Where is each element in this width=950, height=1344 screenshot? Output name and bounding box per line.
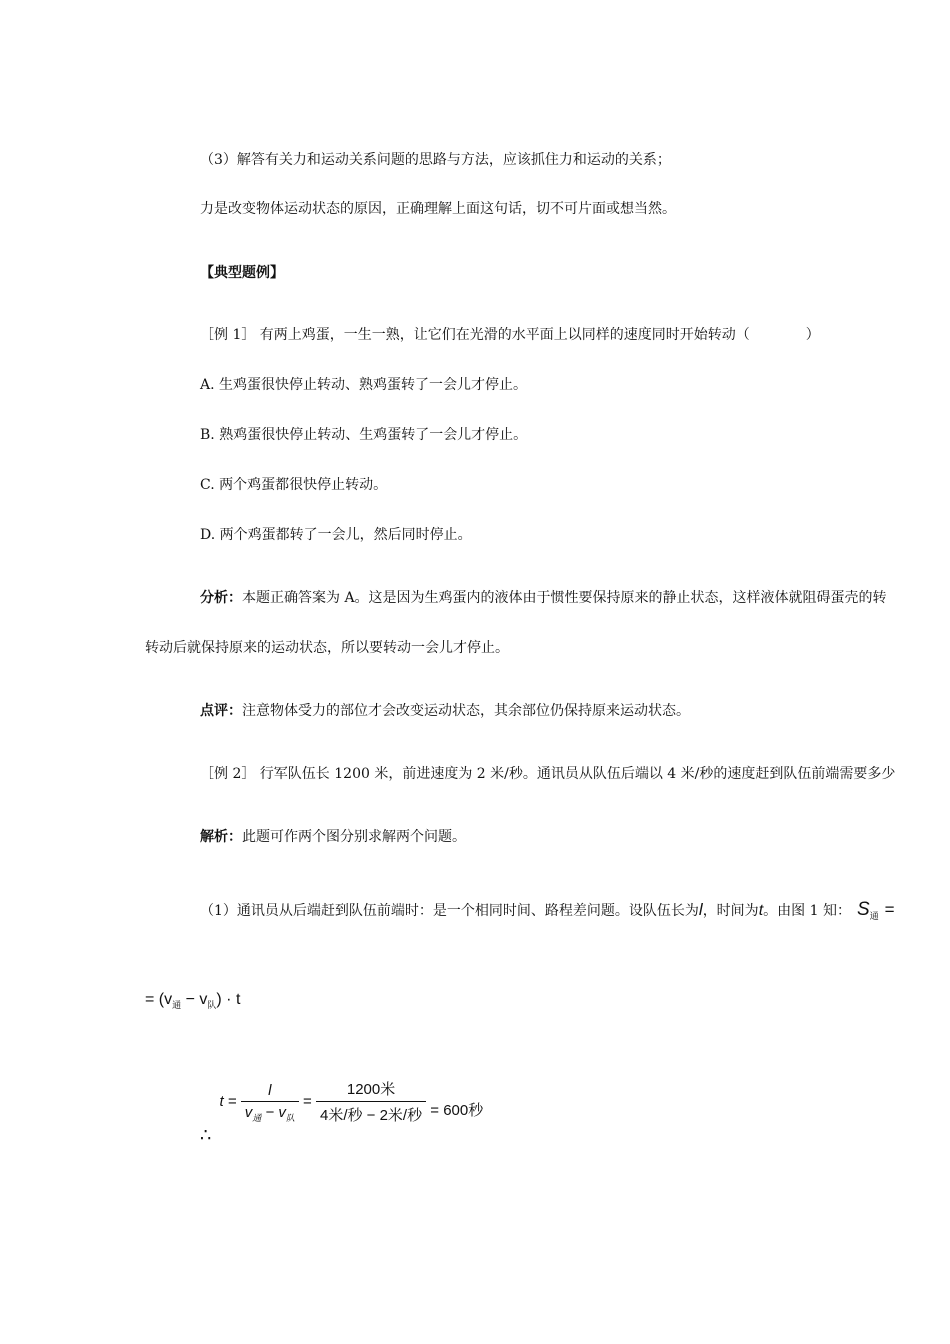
comment-paragraph bbox=[200, 701, 690, 721]
time-equation bbox=[200, 1078, 484, 1146]
example-1-stem: ［例 1］ 有两上鸡蛋，一生一熟，让它们在光滑的水平面上以同样的速度同时开始转动（ ） bbox=[200, 327, 820, 343]
den-sub-1: 通 bbox=[252, 1113, 262, 1123]
subscript-tong: 通 bbox=[869, 911, 879, 921]
option-c: C. 两个鸡蛋都很快停止转动。 bbox=[200, 477, 388, 493]
den-sub-2: 队 bbox=[285, 1113, 295, 1123]
fraction-2-numerator: 1200米 bbox=[346, 1081, 396, 1098]
comment-label: 点评： bbox=[200, 703, 242, 719]
paragraph-force: 力是改变物体运动状态的原因，正确理解上面这句话，切不可片面或想当然。 bbox=[200, 201, 676, 217]
paragraph-3: （3）解答有关力和运动关系问题的思路与方法，应该抓住力和运动的关系； bbox=[200, 152, 671, 168]
equals-sign-2: = bbox=[303, 1093, 312, 1110]
therefore-symbol: ∴ bbox=[200, 1125, 212, 1146]
part-1-mid: ，时间为 bbox=[702, 903, 759, 919]
fraction-1-numerator: l bbox=[268, 1082, 272, 1099]
formula-tail: ) · t bbox=[216, 991, 241, 1008]
variable-l: l bbox=[698, 900, 703, 919]
comment-text: 注意物体受力的部位才会改变运动状态，其余部位仍保持原来运动状态。 bbox=[242, 703, 690, 719]
option-a: A. 生鸡蛋很快停止转动、熟鸡蛋转了一会儿才停止。 bbox=[200, 377, 528, 393]
part-1-text: （1）通讯员从后端赶到队伍前端时：是一个相同时间、路程差问题。设队伍长为 bbox=[200, 903, 699, 919]
fraction-l-over-v bbox=[241, 1082, 299, 1121]
analysis-paragraph bbox=[200, 588, 887, 608]
part-1-end: 。由图 1 知： bbox=[763, 903, 851, 919]
solution-paragraph bbox=[200, 827, 466, 847]
analysis-continuation: 转动后就保持原来的运动状态，所以要转动一会儿才停止。 bbox=[145, 640, 509, 656]
den-v-1: v bbox=[244, 1104, 253, 1121]
solution-label: 解析： bbox=[200, 829, 242, 845]
option-d: D. 两个鸡蛋都转了一会儿，然后同时停止。 bbox=[200, 527, 472, 543]
symbol-s: S bbox=[856, 899, 870, 920]
part-1-paragraph bbox=[200, 900, 895, 922]
analysis-text: 本题正确答案为 A。这是因为生鸡蛋内的液体由于惯性要保持原来的静止状态，这样液体就阻碍蛋壳的转 bbox=[242, 590, 887, 606]
equals-sign: = bbox=[884, 900, 895, 919]
solution-text: 此题可作两个图分别求解两个问题。 bbox=[242, 829, 466, 845]
fraction-2-denominator: 4米/秒 − 2米/秒 bbox=[316, 1101, 426, 1125]
section-heading: 【典型题例】 bbox=[200, 265, 284, 281]
result-value: = 600秒 bbox=[430, 1102, 484, 1120]
t-equals: t = bbox=[219, 1093, 237, 1110]
example-2-stem: ［例 2］ 行军队伍长 1200 米，前进速度为 2 米/秒。通讯员从队伍后端以 4 米/秒的速度赶到队伍前端需要多少 bbox=[200, 766, 896, 782]
formula-sub-2: 队 bbox=[207, 1000, 217, 1010]
velocity-formula bbox=[145, 990, 240, 1011]
fraction-1-denominator bbox=[241, 1101, 299, 1121]
analysis-label: 分析： bbox=[200, 590, 242, 606]
variable-t: t bbox=[758, 902, 764, 919]
formula-sub-1: 通 bbox=[172, 1000, 182, 1010]
formula-lead: = (v bbox=[145, 991, 173, 1008]
formula-minus: − v bbox=[181, 991, 208, 1008]
fraction-numeric bbox=[316, 1078, 426, 1125]
den-minus: − v bbox=[261, 1104, 286, 1121]
option-b: B. 熟鸡蛋很快停止转动、生鸡蛋转了一会儿才停止。 bbox=[200, 427, 528, 443]
